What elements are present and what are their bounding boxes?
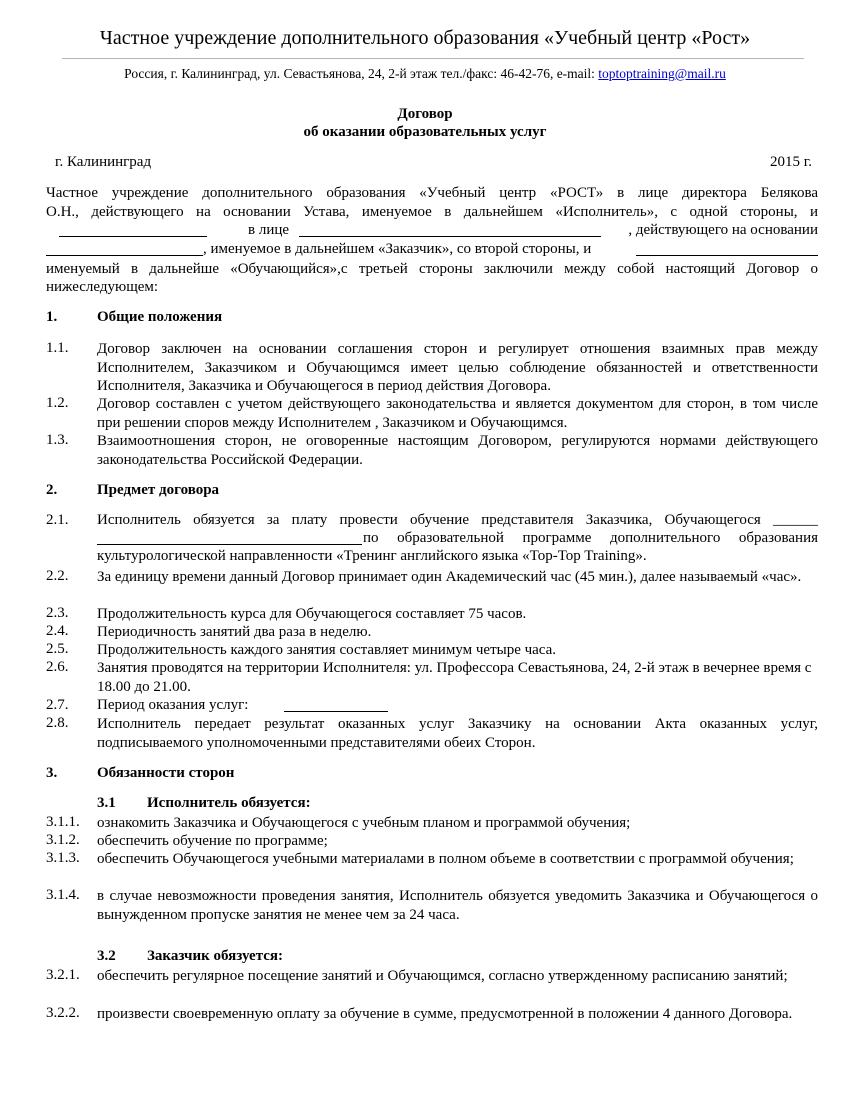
item-text: Исполнитель передает результат оказанных услуг Заказчику на основании Акта оказанных услуг, подписываемого уполномоченными представителями обеих Сторон.: [97, 716, 818, 751]
item-text: Продолжительность курса для Обучающегося составляет 75 часов.: [97, 606, 527, 622]
item-text: За единицу времени данный Договор принимает один Академический час (45 мин.), далее называемый «час».: [97, 569, 802, 585]
item-text: культурологической направленности «Тренинг английского языка «Top-Top Training».: [97, 548, 647, 564]
signing-year: 2015 г.: [770, 154, 812, 170]
item-number: 2.5.: [46, 641, 69, 657]
item-number: 3.2.2.: [46, 1005, 80, 1021]
preamble-line: [46, 222, 818, 242]
subsection-number: 3.1: [97, 795, 116, 811]
blank-field: [46, 241, 203, 256]
header-divider: [62, 58, 804, 59]
item-text: обеспечить Обучающегося учебными материалами в полном объеме в соответствии с программой обучения;: [97, 851, 794, 867]
item-text: Период оказания услуг:: [97, 697, 249, 713]
preamble-line: [46, 241, 818, 261]
section-title: Общие положения: [97, 309, 223, 325]
subsection-title: Заказчик обязуется:: [147, 948, 284, 964]
preamble-line: именуемый в дальнейше «Обучающийся»,с третьей стороны заключили между собой настоящий Договор о: [46, 261, 818, 277]
blank-field: [284, 697, 388, 712]
item-text: обеспечить обучение по программе;: [97, 833, 328, 849]
item-text: Исполнитель обязуется за плату провести обучение представителя Заказчика, Обучающегося ______: [97, 512, 818, 528]
item-number: 3.1.1.: [46, 814, 80, 830]
item-text: Занятия проводятся на территории Исполнителя: ул. Профессора Севастьянова, 24, 2-й этаж в вечернее время с 18.00 до 21.00.: [97, 660, 812, 695]
blank-field: [636, 241, 818, 256]
item-number: 1.3.: [46, 432, 69, 448]
section-title: Предмет договора: [97, 482, 220, 498]
item-number: 2.8.: [46, 715, 69, 731]
item-number: 1.2.: [46, 395, 69, 411]
blank-field: [59, 222, 207, 237]
item-number: 2.4.: [46, 623, 69, 639]
blank-field: [97, 530, 362, 545]
blank-field: [299, 222, 601, 237]
section-number: 3.: [46, 765, 58, 781]
document-title: Договор: [397, 106, 453, 122]
preamble-line: О.Н., действующего на основании Устава, именуемое в дальнейшем «Исполнитель», с одной стороны, и: [46, 204, 818, 220]
item-text: Договор составлен с учетом действующего законодательства и является документом для сторон, в том числе при решении споров между Исполнителем , Заказчиком и Обучающимся.: [97, 396, 818, 431]
item-number: 2.3.: [46, 605, 69, 621]
section-number: 1.: [46, 309, 58, 325]
item-number: 1.1.: [46, 340, 69, 356]
subsection-title: Исполнитель обязуется:: [147, 795, 311, 811]
item-text: по образовательной программе дополнительного образования: [363, 530, 818, 546]
preamble-text: , именуемое в дальнейшем «Заказчик», со второй стороны, и: [203, 241, 592, 257]
item-text: ознакомить Заказчика и Обучающегося с учебным планом и программой обучения;: [97, 815, 631, 831]
item-text: Договор заключен на основании соглашения сторон и регулирует отношения взаимных прав между Исполнителем, Заказчиком и Обучающимся имеет целью соблюдение обязанностей и ответственности Исполнителя, Заказчика и Обучающегося в период действия Договора.: [97, 341, 818, 395]
section-number: 2.: [46, 482, 58, 498]
item-text: произвести своевременную оплату за обучение в сумме, предусмотренной в положении 4 данного Договора.: [97, 1006, 793, 1022]
preamble-text: в лице: [248, 222, 290, 238]
item-number: 2.2.: [46, 568, 69, 584]
item-text-line: [97, 530, 818, 550]
item-number: 3.1.4.: [46, 887, 80, 903]
item-text: обеспечить регулярное посещение занятий и Обучающимся, согласно утвержденному расписанию занятий;: [97, 968, 788, 984]
organization-name: Частное учреждение дополнительного образования «Учебный центр «Рост»: [99, 27, 751, 49]
subsection-number: 3.2: [97, 948, 116, 964]
preamble-text: , действующего на основании: [628, 222, 818, 238]
item-number: 2.1.: [46, 512, 69, 528]
email-link[interactable]: toptoptraining@mail.ru: [598, 66, 726, 81]
item-text: Продолжительность каждого занятия составляет минимум четыре часа.: [97, 642, 557, 658]
preamble-line: нижеследующем:: [46, 279, 159, 295]
item-text: в случае невозможности проведения занятия, Исполнитель обязуется уведомить Заказчика и Обучающегося о вынужденном пропуске занятия не менее чем за 24 часа.: [97, 888, 818, 923]
organization-address: [0, 66, 850, 82]
section-title: Обязанности сторон: [97, 765, 235, 781]
item-number: 3.1.2.: [46, 832, 80, 848]
place-of-signing: г. Калининград: [55, 154, 152, 170]
document-subtitle: об оказании образовательных услуг: [303, 124, 547, 140]
item-text: Периодичность занятий два раза в неделю.: [97, 624, 372, 640]
preamble-line: Частное учреждение дополнительного образования «Учебный центр «РОСТ» в лице директора Белякова: [46, 185, 818, 201]
item-number: 3.1.3.: [46, 850, 80, 866]
address-text: Россия, г. Калининград, ул. Севастьянова, 24, 2-й этаж тел./факс: 46-42-76, e-mail:: [124, 66, 599, 81]
item-number: 2.7.: [46, 697, 69, 713]
item-number: 2.6.: [46, 659, 69, 675]
item-text: Взаимоотношения сторон, не оговоренные настоящим Договором, регулируются нормами действующего законодательства Российской Федерации.: [97, 433, 818, 468]
item-number: 3.2.1.: [46, 967, 80, 983]
